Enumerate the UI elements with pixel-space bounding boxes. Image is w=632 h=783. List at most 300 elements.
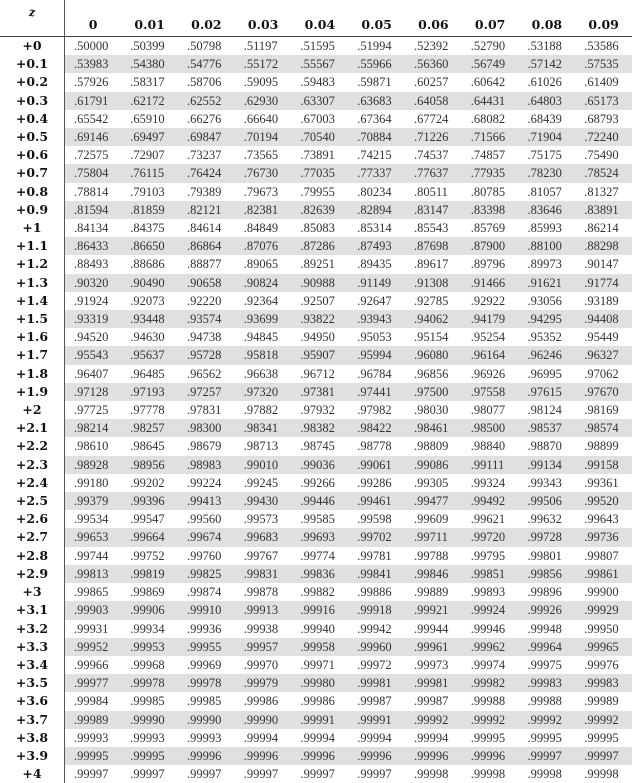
probability-cell: .98956: [121, 456, 178, 474]
probability-cell: .99831: [235, 565, 292, 583]
z-value-cell: +0.5: [0, 128, 65, 146]
probability-cell: .94845: [235, 328, 292, 346]
probability-cell: .51197: [235, 37, 292, 56]
probability-cell: .99720: [462, 528, 519, 546]
probability-cell: .99991: [292, 711, 349, 729]
probability-cell: .99992: [575, 711, 632, 729]
z-value-cell: +0.6: [0, 146, 65, 164]
probability-cell: .91924: [65, 292, 122, 310]
probability-cell: .99997: [575, 747, 632, 765]
probability-cell: .99997: [519, 747, 576, 765]
probability-cell: .99492: [462, 492, 519, 510]
z-value-cell: +3.8: [0, 729, 65, 747]
probability-cell: .78524: [575, 164, 632, 182]
probability-cell: .96784: [348, 365, 405, 383]
probability-cell: .85543: [405, 219, 462, 237]
probability-cell: .99781: [348, 547, 405, 565]
z-value-cell: +1.3: [0, 274, 65, 292]
probability-cell: .99955: [178, 638, 235, 656]
probability-cell: .79955: [292, 183, 349, 201]
z-value-cell: +3.7: [0, 711, 65, 729]
probability-cell: .84134: [65, 219, 122, 237]
probability-cell: .99942: [348, 620, 405, 638]
probability-cell: .99995: [462, 729, 519, 747]
probability-cell: .94950: [292, 328, 349, 346]
probability-cell: .94295: [519, 310, 576, 328]
probability-cell: .99996: [462, 747, 519, 765]
probability-cell: .96995: [519, 365, 576, 383]
probability-cell: .99560: [178, 510, 235, 528]
probability-cell: .97982: [348, 401, 405, 419]
table-row: [0, 201, 632, 219]
probability-cell: .99982: [462, 674, 519, 692]
probability-cell: .87493: [348, 237, 405, 255]
probability-cell: .95154: [405, 328, 462, 346]
table-row: [0, 565, 632, 583]
probability-cell: .97725: [65, 401, 122, 419]
probability-cell: .55567: [292, 55, 349, 73]
probability-cell: .52392: [405, 37, 462, 56]
table-row: [0, 274, 632, 292]
probability-cell: .95352: [519, 328, 576, 346]
probability-cell: .53586: [575, 37, 632, 56]
table-row: [0, 110, 632, 128]
probability-cell: .99979: [235, 674, 292, 692]
probability-cell: .99929: [575, 601, 632, 619]
probability-cell: .61791: [65, 92, 122, 110]
probability-cell: .99900: [575, 583, 632, 601]
probability-cell: .99961: [405, 638, 462, 656]
probability-cell: .98124: [519, 401, 576, 419]
probability-cell: .99998: [405, 765, 462, 783]
probability-cell: .99477: [405, 492, 462, 510]
probability-cell: .94520: [65, 328, 122, 346]
probability-cell: .95907: [292, 346, 349, 364]
probability-cell: .79673: [235, 183, 292, 201]
table-row: [0, 583, 632, 601]
probability-cell: .58317: [121, 73, 178, 91]
probability-cell: .98257: [121, 419, 178, 437]
table-row: [0, 711, 632, 729]
probability-cell: .99969: [178, 656, 235, 674]
probability-cell: .92220: [178, 292, 235, 310]
probability-cell: .99202: [121, 474, 178, 492]
table-row: [0, 401, 632, 419]
probability-cell: .97670: [575, 383, 632, 401]
table-row: [0, 656, 632, 674]
probability-cell: .60642: [462, 73, 519, 91]
probability-cell: .99990: [121, 711, 178, 729]
probability-cell: .99774: [292, 547, 349, 565]
probability-cell: .98500: [462, 419, 519, 437]
probability-cell: .94630: [121, 328, 178, 346]
probability-cell: .99957: [235, 638, 292, 656]
probability-cell: .84375: [121, 219, 178, 237]
probability-cell: .99841: [348, 565, 405, 583]
probability-cell: .98713: [235, 437, 292, 455]
z-column-header: z: [0, 0, 65, 37]
probability-cell: .95053: [348, 328, 405, 346]
probability-cell: .99989: [575, 692, 632, 710]
probability-cell: .98461: [405, 419, 462, 437]
probability-cell: .99997: [65, 765, 122, 783]
probability-cell: .71226: [405, 128, 462, 146]
probability-cell: .99960: [348, 638, 405, 656]
probability-cell: .82894: [348, 201, 405, 219]
probability-cell: .64431: [462, 92, 519, 110]
probability-cell: .99245: [235, 474, 292, 492]
probability-cell: .99986: [235, 692, 292, 710]
table-row: [0, 747, 632, 765]
table-row: [0, 547, 632, 565]
probability-cell: .93319: [65, 310, 122, 328]
probability-cell: .96164: [462, 346, 519, 364]
probability-cell: .74857: [462, 146, 519, 164]
probability-cell: .94179: [462, 310, 519, 328]
probability-cell: .99795: [462, 547, 519, 565]
probability-cell: .99896: [519, 583, 576, 601]
z-value-cell: +2.1: [0, 419, 65, 437]
probability-cell: .97062: [575, 365, 632, 383]
probability-cell: .99693: [292, 528, 349, 546]
probability-cell: .99985: [121, 692, 178, 710]
probability-cell: .99430: [235, 492, 292, 510]
header-row: [0, 0, 632, 37]
probability-cell: .99989: [65, 711, 122, 729]
probability-cell: .69146: [65, 128, 122, 146]
probability-cell: .78814: [65, 183, 122, 201]
probability-cell: .86433: [65, 237, 122, 255]
probability-cell: .99971: [292, 656, 349, 674]
probability-cell: .99993: [178, 729, 235, 747]
table-row: [0, 456, 632, 474]
table-row: [0, 310, 632, 328]
probability-cell: .96407: [65, 365, 122, 383]
probability-cell: .99158: [575, 456, 632, 474]
probability-cell: .89796: [462, 255, 519, 273]
probability-cell: .96712: [292, 365, 349, 383]
probability-cell: .54380: [121, 55, 178, 73]
probability-cell: .99962: [462, 638, 519, 656]
probability-cell: .99964: [519, 638, 576, 656]
probability-cell: .68793: [575, 110, 632, 128]
probability-cell: .93943: [348, 310, 405, 328]
probability-cell: .99991: [348, 711, 405, 729]
probability-cell: .99180: [65, 474, 122, 492]
probability-cell: .99903: [65, 601, 122, 619]
probability-cell: .99978: [121, 674, 178, 692]
probability-cell: .99944: [405, 620, 462, 638]
probability-cell: .70540: [292, 128, 349, 146]
probability-cell: .99936: [178, 620, 235, 638]
probability-cell: .99997: [292, 765, 349, 783]
probability-cell: .80785: [462, 183, 519, 201]
z-value-cell: +0: [0, 37, 65, 56]
column-header: 0.07: [462, 0, 519, 37]
probability-cell: .99683: [235, 528, 292, 546]
z-value-cell: +3.1: [0, 601, 65, 619]
probability-cell: .98983: [178, 456, 235, 474]
probability-cell: .67364: [348, 110, 405, 128]
probability-cell: .99036: [292, 456, 349, 474]
probability-cell: .99664: [121, 528, 178, 546]
probability-cell: .99801: [519, 547, 576, 565]
probability-cell: .99988: [462, 692, 519, 710]
z-value-cell: +2.6: [0, 510, 65, 528]
probability-cell: .85769: [462, 219, 519, 237]
probability-cell: .69497: [121, 128, 178, 146]
probability-cell: .98382: [292, 419, 349, 437]
probability-cell: .99609: [405, 510, 462, 528]
probability-cell: .84849: [235, 219, 292, 237]
table-row: [0, 437, 632, 455]
probability-cell: .77337: [348, 164, 405, 182]
probability-cell: .99986: [292, 692, 349, 710]
probability-cell: .67003: [292, 110, 349, 128]
probability-cell: .96327: [575, 346, 632, 364]
probability-cell: .91308: [405, 274, 462, 292]
table-row: [0, 73, 632, 91]
z-value-cell: +1.1: [0, 237, 65, 255]
probability-cell: .68439: [519, 110, 576, 128]
probability-cell: .66640: [235, 110, 292, 128]
probability-cell: .99379: [65, 492, 122, 510]
probability-cell: .56749: [462, 55, 519, 73]
z-value-cell: +2.5: [0, 492, 65, 510]
probability-cell: .59095: [235, 73, 292, 91]
column-header: 0.09: [575, 0, 632, 37]
probability-cell: .88298: [575, 237, 632, 255]
probability-cell: .90147: [575, 255, 632, 273]
probability-cell: .99998: [575, 765, 632, 783]
probability-cell: .81594: [65, 201, 122, 219]
probability-cell: .77637: [405, 164, 462, 182]
z-value-cell: +0.3: [0, 92, 65, 110]
probability-cell: .99996: [178, 747, 235, 765]
probability-cell: .95637: [121, 346, 178, 364]
z-value-cell: +1: [0, 219, 65, 237]
probability-cell: .62552: [178, 92, 235, 110]
probability-cell: .87900: [462, 237, 519, 255]
probability-cell: .96856: [405, 365, 462, 383]
column-header: 0: [65, 0, 122, 37]
z-value-cell: +1.6: [0, 328, 65, 346]
probability-cell: .99985: [178, 692, 235, 710]
probability-cell: .88100: [519, 237, 576, 255]
probability-cell: .83891: [575, 201, 632, 219]
z-value-cell: +3.9: [0, 747, 65, 765]
probability-cell: .88877: [178, 255, 235, 273]
probability-cell: .63683: [348, 92, 405, 110]
probability-cell: .99995: [519, 729, 576, 747]
probability-cell: .50000: [65, 37, 122, 56]
probability-cell: .89251: [292, 255, 349, 273]
z-value-cell: +1.7: [0, 346, 65, 364]
table-row: [0, 365, 632, 383]
z-value-cell: +1.8: [0, 365, 65, 383]
probability-cell: .99573: [235, 510, 292, 528]
table-row: [0, 128, 632, 146]
probability-cell: .99674: [178, 528, 235, 546]
probability-cell: .99990: [178, 711, 235, 729]
probability-cell: .94062: [405, 310, 462, 328]
probability-cell: .97615: [519, 383, 576, 401]
probability-cell: .99010: [235, 456, 292, 474]
probability-cell: .99995: [121, 747, 178, 765]
z-value-cell: +2: [0, 401, 65, 419]
probability-cell: .98778: [348, 437, 405, 455]
probability-cell: .92364: [235, 292, 292, 310]
table-row: [0, 528, 632, 546]
probability-cell: .99585: [292, 510, 349, 528]
probability-cell: .99998: [462, 765, 519, 783]
probability-cell: .86214: [575, 219, 632, 237]
table-row: [0, 638, 632, 656]
table-body: [0, 37, 632, 783]
probability-cell: .99893: [462, 583, 519, 601]
probability-cell: .81859: [121, 201, 178, 219]
probability-cell: .77035: [292, 164, 349, 182]
probability-cell: .72240: [575, 128, 632, 146]
probability-cell: .99993: [121, 729, 178, 747]
probability-cell: .98745: [292, 437, 349, 455]
probability-cell: .99972: [348, 656, 405, 674]
probability-cell: .99998: [519, 765, 576, 783]
probability-cell: .64803: [519, 92, 576, 110]
probability-cell: .98610: [65, 437, 122, 455]
probability-cell: .80234: [348, 183, 405, 201]
z-value-cell: +1.5: [0, 310, 65, 328]
probability-cell: .99994: [405, 729, 462, 747]
probability-cell: .98422: [348, 419, 405, 437]
probability-cell: .70884: [348, 128, 405, 146]
probability-cell: .99978: [178, 674, 235, 692]
probability-cell: .99767: [235, 547, 292, 565]
probability-cell: .97882: [235, 401, 292, 419]
probability-cell: .99752: [121, 547, 178, 565]
probability-cell: .99948: [519, 620, 576, 638]
z-value-cell: +0.8: [0, 183, 65, 201]
probability-cell: .99446: [292, 492, 349, 510]
probability-cell: .57926: [65, 73, 122, 91]
probability-cell: .72907: [121, 146, 178, 164]
probability-cell: .93448: [121, 310, 178, 328]
column-header: 0.01: [121, 0, 178, 37]
z-value-cell: +2.3: [0, 456, 65, 474]
probability-cell: .98537: [519, 419, 576, 437]
table-row: [0, 492, 632, 510]
probability-cell: .99856: [519, 565, 576, 583]
probability-cell: .98341: [235, 419, 292, 437]
probability-cell: .88493: [65, 255, 122, 273]
probability-cell: .97778: [121, 401, 178, 419]
probability-cell: .99882: [292, 583, 349, 601]
probability-cell: .65173: [575, 92, 632, 110]
z-value-cell: +2.2: [0, 437, 65, 455]
probability-cell: .99996: [405, 747, 462, 765]
probability-cell: .99788: [405, 547, 462, 565]
probability-cell: .99976: [575, 656, 632, 674]
probability-cell: .99946: [462, 620, 519, 638]
z-value-cell: +3.2: [0, 620, 65, 638]
probability-cell: .99926: [519, 601, 576, 619]
probability-cell: .92922: [462, 292, 519, 310]
probability-cell: .59871: [348, 73, 405, 91]
z-value-cell: +4: [0, 765, 65, 783]
table-row: [0, 183, 632, 201]
probability-cell: .99906: [121, 601, 178, 619]
probability-cell: .85993: [519, 219, 576, 237]
z-value-cell: +3.3: [0, 638, 65, 656]
probability-cell: .99711: [405, 528, 462, 546]
probability-cell: .95254: [462, 328, 519, 346]
z-value-cell: +1.9: [0, 383, 65, 401]
probability-cell: .99992: [519, 711, 576, 729]
z-value-cell: +0.2: [0, 73, 65, 91]
table-row: [0, 328, 632, 346]
z-value-cell: +0.4: [0, 110, 65, 128]
probability-cell: .85314: [348, 219, 405, 237]
column-header: 0.08: [519, 0, 576, 37]
z-value-cell: +2.8: [0, 547, 65, 565]
probability-cell: .99813: [65, 565, 122, 583]
probability-cell: .90988: [292, 274, 349, 292]
z-value-cell: +0.7: [0, 164, 65, 182]
z-value-cell: +3.6: [0, 692, 65, 710]
probability-cell: .99534: [65, 510, 122, 528]
probability-cell: .99981: [348, 674, 405, 692]
probability-cell: .99889: [405, 583, 462, 601]
probability-cell: .92647: [348, 292, 405, 310]
probability-cell: .99993: [65, 729, 122, 747]
probability-cell: .99984: [65, 692, 122, 710]
probability-cell: .61026: [519, 73, 576, 91]
probability-cell: .53188: [519, 37, 576, 56]
probability-cell: .99878: [235, 583, 292, 601]
probability-cell: .54776: [178, 55, 235, 73]
probability-cell: .89617: [405, 255, 462, 273]
probability-cell: .50798: [178, 37, 235, 56]
probability-cell: .97831: [178, 401, 235, 419]
probability-cell: .99940: [292, 620, 349, 638]
probability-cell: .99924: [462, 601, 519, 619]
probability-cell: .90658: [178, 274, 235, 292]
probability-cell: .99632: [519, 510, 576, 528]
table-row: [0, 37, 632, 56]
probability-cell: .99760: [178, 547, 235, 565]
probability-cell: .97128: [65, 383, 122, 401]
probability-cell: .93189: [575, 292, 632, 310]
probability-cell: .96246: [519, 346, 576, 364]
probability-cell: .99916: [292, 601, 349, 619]
probability-cell: .98928: [65, 456, 122, 474]
probability-cell: .99461: [348, 492, 405, 510]
probability-cell: .96080: [405, 346, 462, 364]
probability-cell: .57535: [575, 55, 632, 73]
probability-cell: .99994: [348, 729, 405, 747]
table-row: [0, 419, 632, 437]
probability-cell: .98679: [178, 437, 235, 455]
probability-cell: .90490: [121, 274, 178, 292]
probability-cell: .99931: [65, 620, 122, 638]
probability-cell: .76115: [121, 164, 178, 182]
probability-cell: .75175: [519, 146, 576, 164]
probability-cell: .61409: [575, 73, 632, 91]
probability-cell: .73891: [292, 146, 349, 164]
table-row: [0, 729, 632, 747]
probability-cell: .75490: [575, 146, 632, 164]
probability-cell: .92785: [405, 292, 462, 310]
